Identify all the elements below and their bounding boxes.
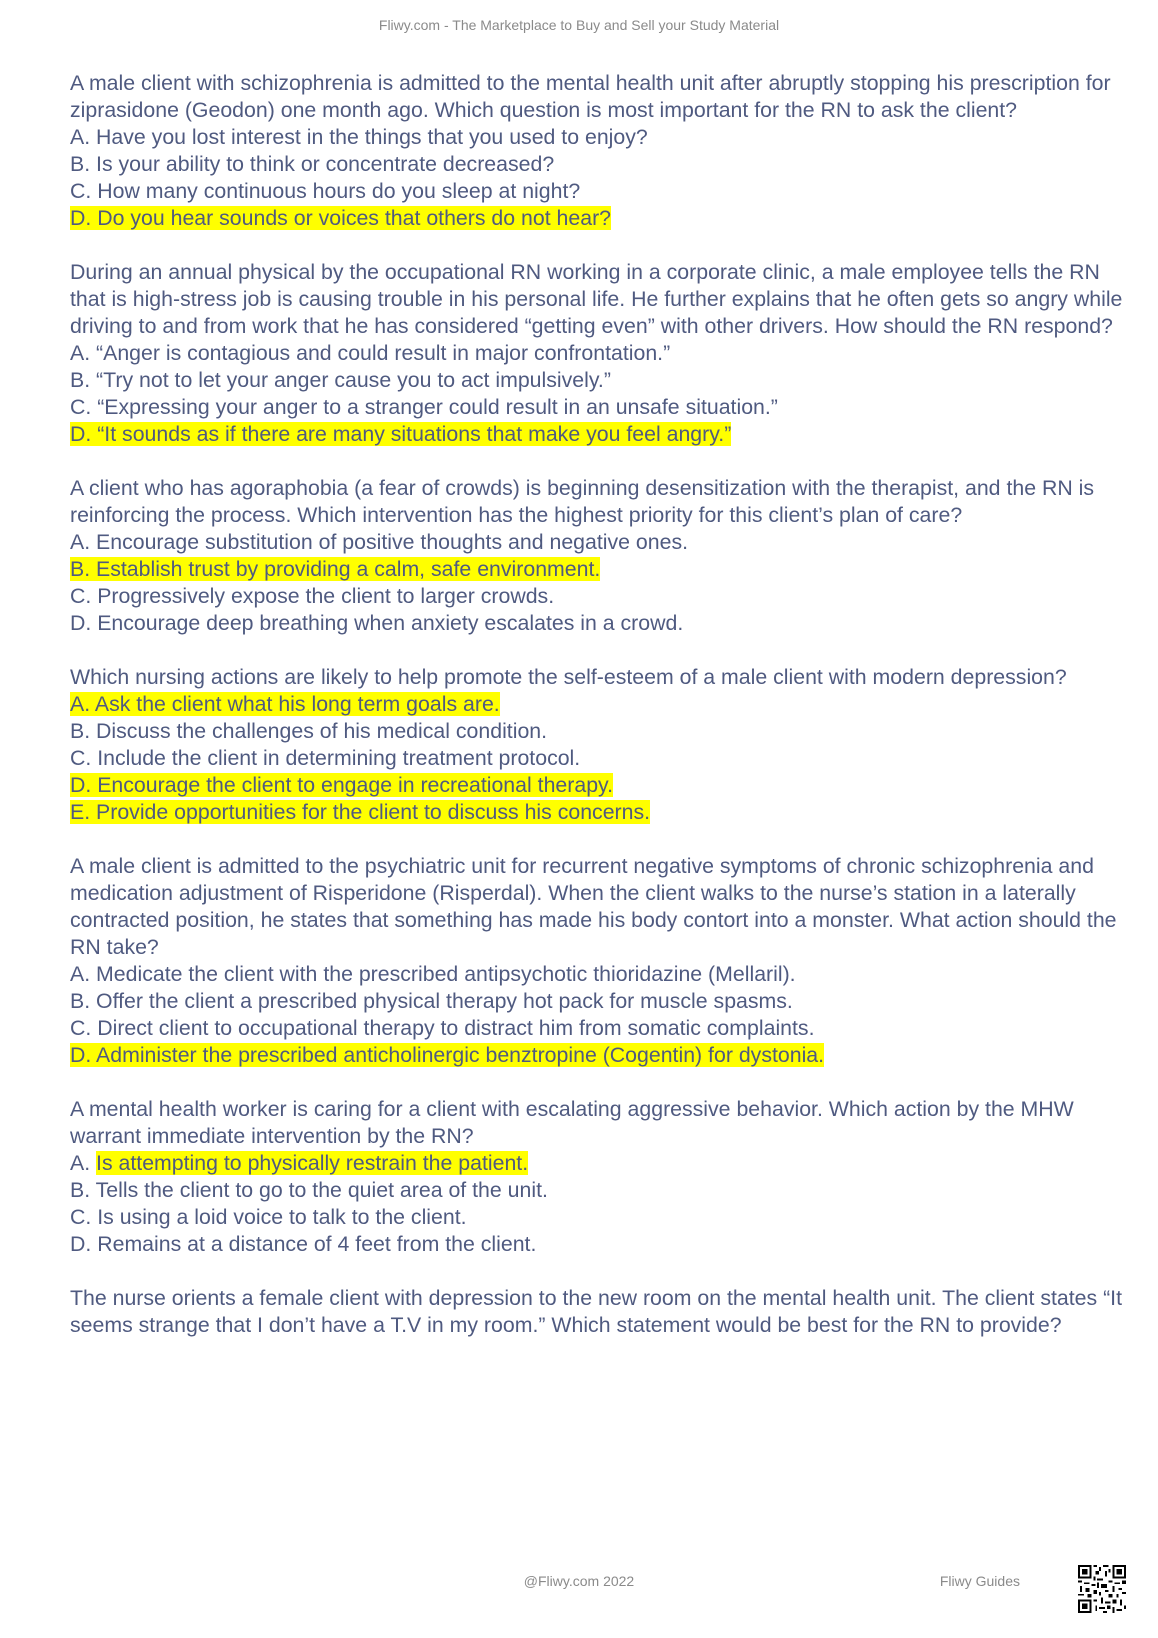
answer-option-text: B. “Try not to let your anger cause you to act impulsively.” (70, 368, 611, 392)
answer-option (70, 718, 1130, 745)
answer-option (70, 1042, 1130, 1069)
answer-option-text: C. Is using a loid voice to talk to the client. (70, 1205, 467, 1229)
answer-option-text: B. Discuss the challenges of his medical condition. (70, 719, 548, 743)
answer-option-prefix: A. (70, 1151, 97, 1175)
highlighted-answer-text: B. Establish trust by providing a calm, safe environment. (70, 557, 601, 581)
answer-option-text: A. “Anger is contagious and could result in major confrontation.” (70, 341, 671, 365)
answer-option-text: D. Remains at a distance of 4 feet from the client. (70, 1232, 537, 1256)
question-stem: The nurse orients a female client with depression to the new room on the mental health unit. The client states “It seems strange that I don’t have a T.V in my room.” Which statement would be best for the RN to provide? (70, 1286, 1123, 1337)
answer-option (70, 799, 1130, 826)
answer-option (70, 1204, 1130, 1231)
answer-option (70, 583, 1130, 610)
footer-copyright: @Fliwy.com 2022 (523, 1573, 635, 1589)
answer-option (70, 772, 1130, 799)
answer-option-text: B. Tells the client to go to the quiet area of the unit. (70, 1178, 548, 1202)
answer-option (70, 1150, 1130, 1177)
question-stem: A client who has agoraphobia (a fear of crowds) is beginning desensitization with the therapist, and the RN is reinforcing the process. Which intervention has the highest priority for this client’s plan of care? (70, 476, 1095, 527)
answer-option (70, 691, 1130, 718)
question-stem: A male client with schizophrenia is admitted to the mental health unit after abruptly stopping his prescription for ziprasidone (Geodon) one month ago. Which question is most important for the RN to ask the client? (70, 71, 1111, 122)
answer-option-text: A. Have you lost interest in the things that you used to enjoy? (70, 125, 648, 149)
answer-option-text: B. Offer the client a prescribed physical therapy hot pack for muscle spasms. (70, 989, 793, 1013)
question-block (70, 259, 1130, 448)
answer-option-text: C. Include the client in determining treatment protocol. (70, 746, 581, 770)
question-block (70, 1096, 1130, 1258)
footer-brand: Fliwy Guides (939, 1573, 1020, 1589)
answer-option (70, 151, 1130, 178)
answer-option (70, 178, 1130, 205)
answer-option-text: C. How many continuous hours do you sleep at night? (70, 179, 581, 203)
highlighted-answer-text: Is attempting to physically restrain the patient. (96, 1151, 529, 1175)
question-block (70, 853, 1130, 1069)
question-stem: A male client is admitted to the psychiatric unit for recurrent negative symptoms of chronic schizophrenia and medication adjustment of Risperidone (Risperdal). When the client walks to the nurse’s station in a laterally contracted position, he states that something has made his body contort into a monster. What action should the RN take? (70, 854, 1117, 959)
highlighted-answer-text: D. Do you hear sounds or voices that others do not hear? (70, 206, 612, 230)
question-stem: A mental health worker is caring for a client with escalating aggressive behavior. Which action by the MHW warrant immediate intervention by the RN? (70, 1097, 1074, 1148)
highlighted-answer-text: D. Encourage the client to engage in recreational therapy. (70, 773, 614, 797)
answer-option (70, 1177, 1130, 1204)
answer-option (70, 529, 1130, 556)
answer-option (70, 961, 1130, 988)
answer-option (70, 1231, 1130, 1258)
answer-option (70, 610, 1130, 637)
answer-option-text: D. Encourage deep breathing when anxiety escalates in a crowd. (70, 611, 684, 635)
highlighted-answer-text: D. “It sounds as if there are many situations that make you feel angry.” (70, 422, 732, 446)
answer-option-text: C. Direct client to occupational therapy to distract him from somatic complaints. (70, 1016, 815, 1040)
question-block (70, 1285, 1130, 1339)
question-block (70, 70, 1130, 232)
answer-option-text: C. “Expressing your anger to a stranger could result in an unsafe situation.” (70, 395, 778, 419)
answer-option (70, 556, 1130, 583)
answer-option (70, 394, 1130, 421)
answer-option-text: B. Is your ability to think or concentrate decreased? (70, 152, 555, 176)
highlighted-answer-text: A. Ask the client what his long term goals are. (70, 692, 500, 716)
highlighted-answer-text: D. Administer the prescribed anticholinergic benztropine (Cogentin) for dystonia. (70, 1043, 825, 1067)
question-stem: During an annual physical by the occupational RN working in a corporate clinic, a male employee tells the RN that is high-stress job is causing trouble in his personal life. He further explains that he often gets so angry while driving to and from work that he has considered “getting even” with other drivers. How should the RN respond? (70, 260, 1123, 338)
highlighted-answer-text: E. Provide opportunities for the client to discuss his concerns. (70, 800, 651, 824)
answer-option-text: C. Progressively expose the client to larger crowds. (70, 584, 555, 608)
question-block (70, 664, 1130, 826)
qr-code-icon (1078, 1565, 1126, 1613)
answer-option (70, 124, 1130, 151)
page-header: Fliwy.com - The Marketplace to Buy and Sell your Study Material (378, 17, 780, 33)
answer-option (70, 367, 1130, 394)
answer-option (70, 205, 1130, 232)
document-body (70, 70, 1130, 1366)
answer-option (70, 745, 1130, 772)
answer-option (70, 340, 1130, 367)
answer-option-text: A. Encourage substitution of positive thoughts and negative ones. (70, 530, 689, 554)
answer-option (70, 988, 1130, 1015)
question-block (70, 475, 1130, 637)
answer-option-text: A. Medicate the client with the prescribed antipsychotic thioridazine (Mellaril). (70, 962, 796, 986)
answer-option (70, 421, 1130, 448)
answer-option (70, 1015, 1130, 1042)
question-stem: Which nursing actions are likely to help promote the self-esteem of a male client with modern depression? (70, 665, 1067, 689)
